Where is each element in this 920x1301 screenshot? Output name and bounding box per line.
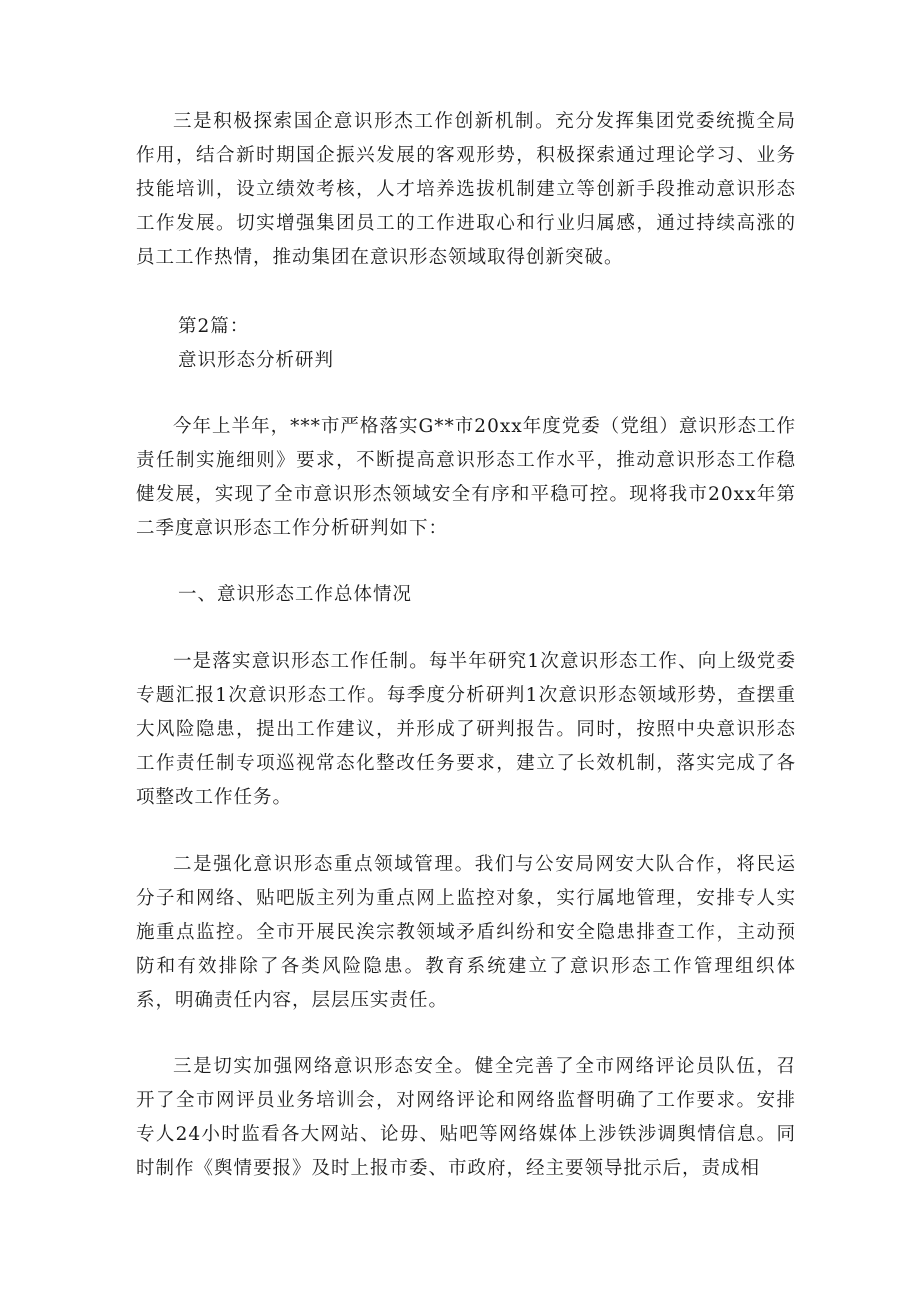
chapter-title: 意识形态分析研判 — [178, 350, 335, 371]
paragraph-key-areas-management: 二是强化意识形态重点领域管理。我们与公安局网安大队合作，将民运分子和网络、贴吧版主列为重点网上监控对象，实行属地管理，安排专人实施重点监控。全市开展民涘宗教领域矛盾纠纷和安全隐患排查工作，主动预防和有效排除了各类风险隐患。教育系统建立了意识形态工作管理组织体系，明确责任内容，层层压实责任。 — [136, 854, 796, 1011]
paragraph-responsibility-system: 一是落实意识形态工作任制。每半年研究1次意识形态工作、向上级党委专题汇报1次意识形态工作。每季度分析研判1次意识形态领域形势，查摆重大风险隐患，提出工作建议，并形成了研判报告。同时，按照中央意识形态工作责任制专项巡视常态化整改任务要求，建立了长效机制，落实完成了各项整改工作任务。 — [136, 651, 796, 808]
paragraph-introduction: 今年上半年，***市严格落实G**市20xx年度党委（党组）意识形态工作责任制实施细则》要求，不断提高意识形态工作水平，推动意识形态工作稳健发展，实现了全市意识形杰领域安全有序和平稳可控。现将我市20xx年第二季度意识形态工作分析研判如下： — [136, 416, 796, 539]
paragraph-network-security: 三是切实加强网络意识形态安全。健全完善了全市网络评论员队伍，召开了全市网评员业务培训会，对网络评论和网络监督明确了工作要求。安排专人24小时监看各大网站、论毋、贴吧等网络媒体上涉铁涉调舆情信息。同时制作《舆情要报》及时上报市委、市政府，经主要领导批示后，责成相 — [136, 1056, 796, 1179]
paragraph-innovation-mechanism: 三是积极探索国企意识形杰工作创新机制。充分发挥集团党委统揽全局作用，结合新时期国企振兴发展的客观形势，积极探索通过理论学习、业务技能培训，设立绩效考核，人才培养选拔机制建立等创新手段推动意识形态工作发展。切实增强集团员工的工作进取心和行业归属感，通过持续高涨的员工工作热情，推动集团在意识形态领域取得创新突破。 — [136, 111, 796, 268]
section-heading: 一、意识形态工作总体情况 — [178, 584, 413, 605]
chapter-label: 第2篇： — [178, 316, 250, 337]
